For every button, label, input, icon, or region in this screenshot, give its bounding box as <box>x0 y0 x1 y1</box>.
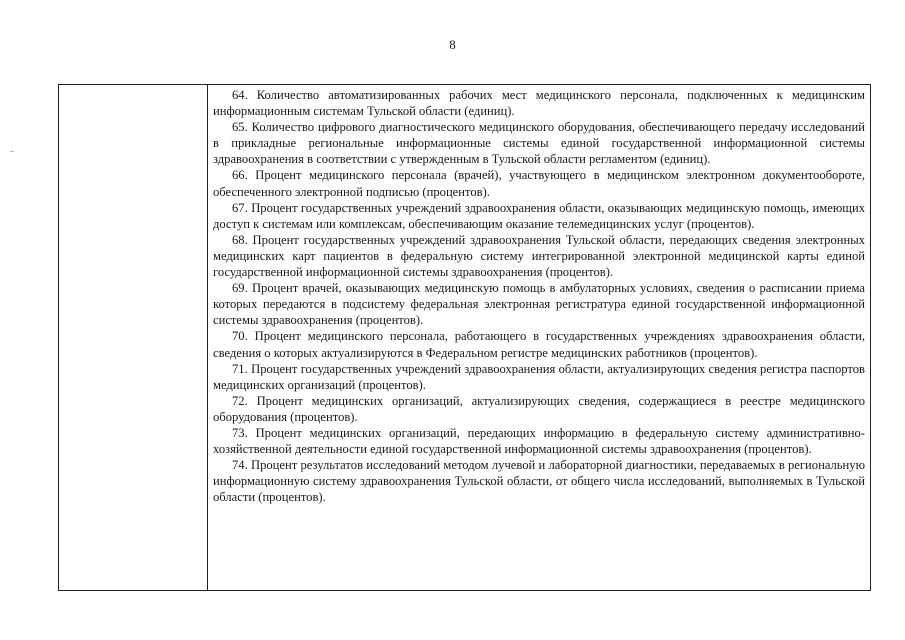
item-number: 70. <box>232 329 248 344</box>
item-number: 69. <box>232 281 248 296</box>
item-number: 72. <box>232 393 248 408</box>
item-text: Процент государственных учреждений здравоохранения Тульской области, передающих сведения электронных медицинских карт пациентов в федеральную систему интегрированной электронной медицинской карты единой государственной информационной системы здравоохранения (процентов). <box>213 232 865 280</box>
list-item <box>213 200 865 232</box>
item-text: Процент медицинского персонала, работающего в государственных учреждениях здравоохранения области, сведения о которых актуализируются в Федеральном регистре медицинских работников (процентов). <box>213 329 865 360</box>
table-right-column <box>208 85 870 590</box>
list-item <box>213 361 865 393</box>
list-item <box>213 280 865 328</box>
item-text: Количество цифрового диагностического медицинского оборудования, обеспечивающего передачу исследований в прикладные региональные информационные системы единой государственной информационной системы здравоохранения в соответствии с утвержденным в Тульской области регламентом (единиц). <box>213 120 865 167</box>
scan-artifact <box>10 151 14 152</box>
list-item <box>213 425 865 457</box>
table-left-column <box>59 85 208 590</box>
list-item <box>213 457 865 505</box>
list-item <box>213 119 865 167</box>
item-text: Процент медицинского персонала (врачей), участвующего в медицинском электронном документообороте, обеспеченного электронной подписью (процентов). <box>213 168 865 199</box>
item-text: Процент врачей, оказывающих медицинскую помощь в амбулаторных условиях, сведения о расписании приема которых передаются в подсистему федеральная электронная регистратура единой государственной информационной системы здравоохранения (процентов). <box>213 281 865 328</box>
item-number: 67. <box>232 200 248 215</box>
indicators-table <box>58 84 871 591</box>
item-text: Процент медицинских организаций, передающих информацию в федеральную систему административно-хозяйственной деятельности единой государственной информационной системы здравоохранения (процентов). <box>213 425 865 457</box>
item-number: 71. <box>232 361 248 376</box>
item-number: 68. <box>232 232 248 247</box>
list-item <box>213 87 865 119</box>
list-item <box>213 393 865 425</box>
item-number: 74. <box>232 458 248 473</box>
item-text: Процент государственных учреждений здравоохранения области, актуализирующих сведения регистра паспортов медицинских организаций (процентов). <box>213 361 865 392</box>
item-text: Процент государственных учреждений здравоохранения области, оказывающих медицинскую помощь, имеющих доступ к системам или комплексам, обеспечивающим оказание телемедицинских услуг (процентов). <box>213 200 865 231</box>
item-number: 73. <box>232 425 248 440</box>
item-number: 65. <box>232 120 248 135</box>
list-item <box>213 328 865 360</box>
item-text: Процент медицинских организаций, актуализирующих сведения, содержащиеся в реестре медицинского оборудования (процентов). <box>213 393 865 424</box>
list-item <box>213 232 865 280</box>
page-number: 8 <box>449 37 456 52</box>
item-number: 64. <box>232 88 248 102</box>
item-text: Количество автоматизированных рабочих мест медицинского персонала, подключенных к медицинским информационным системам Тульской области (единиц). <box>213 88 865 119</box>
list-item <box>213 167 865 199</box>
item-text: Процент результатов исследований методом лучевой и лабораторной диагностики, передаваемых в региональную информационную систему здравоохранения Тульской области, от общего числа исследований, выполняемых в Тульской области (процентов). <box>213 458 865 505</box>
item-number: 66. <box>232 168 248 183</box>
